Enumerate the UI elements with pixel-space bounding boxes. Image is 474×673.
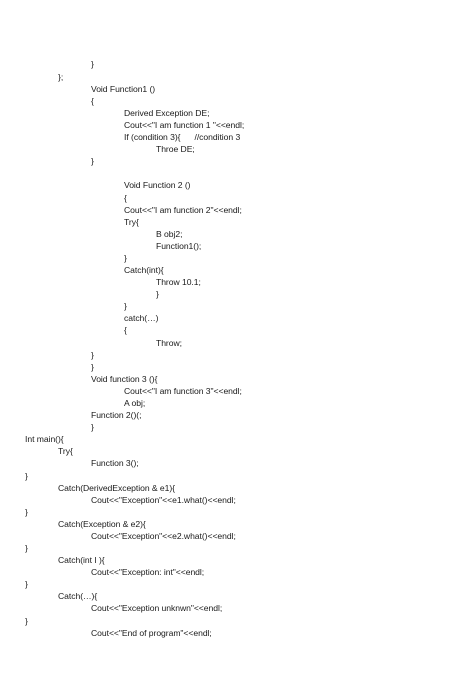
code-line: catch(…) bbox=[124, 313, 159, 323]
code-line: { bbox=[124, 193, 127, 203]
code-line: } bbox=[124, 301, 127, 311]
code-line: Cout<<"Exception"<<e1.what()<<endl; bbox=[91, 495, 236, 505]
code-line: } bbox=[25, 616, 28, 626]
code-line: }; bbox=[58, 72, 64, 82]
code-line: } bbox=[91, 362, 94, 372]
code-line: Cout<<"Exception unknwn"<<endl; bbox=[91, 603, 223, 613]
code-line: } bbox=[91, 156, 94, 166]
code-line: } bbox=[25, 579, 28, 589]
code-line: } bbox=[124, 253, 127, 263]
code-line: Derived Exception DE; bbox=[124, 108, 210, 118]
code-line: Int main(){ bbox=[25, 434, 64, 444]
code-line: } bbox=[156, 289, 159, 299]
code-line: Catch(Exception & e2){ bbox=[58, 519, 146, 529]
code-line: Function 3(); bbox=[91, 458, 139, 468]
code-line: Throw; bbox=[156, 338, 182, 348]
code-line: } bbox=[25, 471, 28, 481]
code-line: Cout<<"I am function 2"<<endl; bbox=[124, 205, 242, 215]
code-line: A obj; bbox=[124, 398, 146, 408]
code-line: { bbox=[124, 325, 127, 335]
code-line: } bbox=[25, 507, 28, 517]
code-line: Void Function 2 () bbox=[124, 180, 191, 190]
code-line: Function1(); bbox=[156, 241, 202, 251]
code-line: Function 2()(; bbox=[91, 410, 142, 420]
code-line: Throw 10.1; bbox=[156, 277, 201, 287]
code-line: B obj2; bbox=[156, 229, 183, 239]
code-line: Throe DE; bbox=[156, 144, 195, 154]
code-line: Cout<<"I am function 1 "<<endl; bbox=[124, 120, 245, 130]
code-line: { bbox=[91, 96, 94, 106]
code-line: Try{ bbox=[58, 446, 73, 456]
code-line: } bbox=[91, 350, 94, 360]
code-line: Cout<<"Exception"<<e2.what()<<endl; bbox=[91, 531, 236, 541]
code-line: Cout<<"I am function 3"<<endl; bbox=[124, 386, 242, 396]
code-line: Void Function1 () bbox=[91, 84, 156, 94]
code-line: Void function 3 (){ bbox=[91, 374, 158, 384]
code-line: Catch(DerivedException & e1){ bbox=[58, 483, 176, 493]
code-line: Cout<<"End of program"<<endl; bbox=[91, 628, 212, 638]
code-line: Catch(int I ){ bbox=[58, 555, 105, 565]
code-line: Cout<<"Exception: int"<<endl; bbox=[91, 567, 205, 577]
code-line: Catch(int){ bbox=[124, 265, 164, 275]
code-line: Try{ bbox=[124, 217, 139, 227]
code-line: } bbox=[25, 543, 28, 553]
code-line: Catch(…){ bbox=[58, 591, 98, 601]
code-line: If (condition 3){ //condition 3 bbox=[124, 132, 241, 142]
code-line: } bbox=[91, 422, 94, 432]
code-line: } bbox=[91, 59, 94, 69]
